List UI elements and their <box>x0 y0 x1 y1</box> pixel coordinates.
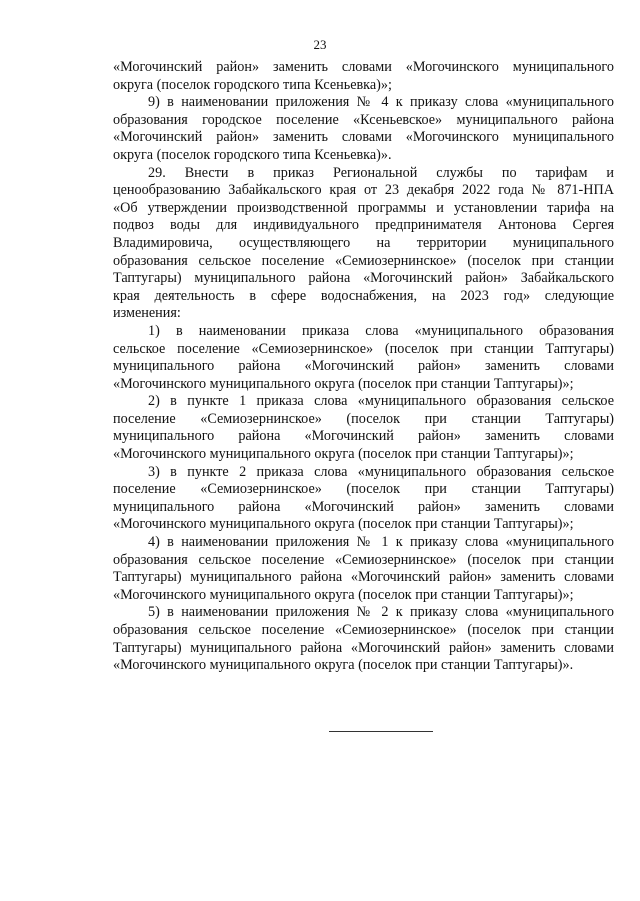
text-line: «Могочинского муниципального округа (поселок при станции Таптугары)»; <box>113 516 574 533</box>
text-line: «Могочинского муниципального округа (поселок при станции Таптугары)»; <box>113 375 574 392</box>
text-line: ценообразованию Забайкальского края от 23 декабря 2022 года № 871-НПА <box>113 182 614 199</box>
text-line: 9) в наименовании приложения № 4 к приказу слова «муниципального <box>148 94 614 111</box>
document-body <box>113 59 614 675</box>
text-line: сельское поселение «Семиозернинское» (поселок при станции Таптугары) <box>113 340 614 357</box>
text-line: Таптугары) муниципального района «Могочинский район» заменить словами <box>113 639 614 656</box>
page-number: 23 <box>313 37 327 52</box>
text-line: образования сельское поселение «Семиозернинское» (поселок при станции <box>113 252 614 269</box>
text-line: муниципального района «Могочинский район» заменить словами <box>113 428 614 445</box>
text-line: поселение «Семиозернинское» (поселок при станции Таптугары) <box>113 481 614 498</box>
text-line: Таптугары) муниципального района «Могочинский район» заменить словами <box>113 569 614 586</box>
separator-line <box>329 731 433 732</box>
text-line: «Об утверждении производственной программы и установлении тарифа на <box>113 199 614 216</box>
text-line: «Могочинского муниципального округа (поселок при станции Таптугары)»; <box>113 446 574 463</box>
text-line: Владимировича, осуществляющего на территории муниципального <box>113 234 614 251</box>
text-line: округа (поселок городского типа Ксеньевка)»; <box>113 76 392 93</box>
text-line: образования городское поселение «Ксеньевское» муниципального района <box>113 111 614 128</box>
text-line: 3) в пункте 2 приказа слова «муниципального образования сельское <box>148 463 614 480</box>
text-line: муниципального района «Могочинский район» заменить словами <box>113 358 614 375</box>
text-line: 5) в наименовании приложения № 2 к приказу слова «муниципального <box>148 604 614 621</box>
text-line: округа (поселок городского типа Ксеньевка)». <box>113 146 392 163</box>
text-line: 29. Внести в приказ Региональной службы по тарифам и <box>148 164 614 181</box>
text-line: 2) в пункте 1 приказа слова «муниципального образования сельское <box>148 393 614 410</box>
text-line: «Могочинского муниципального округа (поселок при станции Таптугары)». <box>113 657 574 674</box>
text-line: «Могочинский район» заменить словами «Могочинского муниципального <box>113 59 614 75</box>
text-line: подвоз воды для индивидуального предпринимателя Антонова Сергея <box>113 217 614 234</box>
text-line: края деятельность в сфере водоснабжения, на 2023 год» следующие <box>113 287 614 304</box>
text-line: Таптугары) муниципального района «Могочинский район» Забайкальского <box>113 270 614 287</box>
text-line: «Могочинский район» заменить словами «Могочинского муниципального <box>113 129 614 146</box>
text-line: образования сельское поселение «Семиозернинское» (поселок при станции <box>113 622 614 638</box>
text-line: муниципального района «Могочинский район» заменить словами <box>113 498 614 515</box>
text-line: 1) в наименовании приказа слова «муниципального образования <box>148 322 614 339</box>
text-line: «Могочинского муниципального округа (поселок при станции Таптугары)»; <box>113 586 574 603</box>
text-line: поселение «Семиозернинское» (поселок при станции Таптугары) <box>113 410 614 427</box>
text-line: образования сельское поселение «Семиозернинское» (поселок при станции <box>113 551 614 568</box>
text-line: 4) в наименовании приложения № 1 к приказу слова «муниципального <box>148 534 614 551</box>
text-line: изменения: <box>113 305 181 322</box>
